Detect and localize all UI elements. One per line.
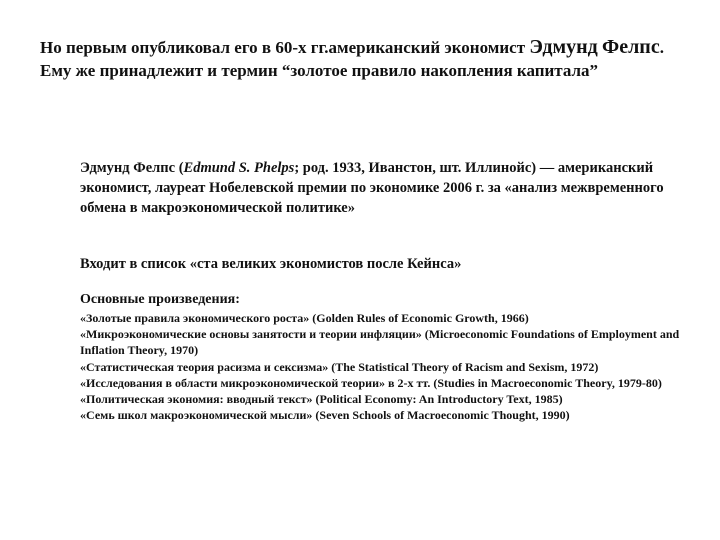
slide-heading bbox=[40, 36, 680, 82]
heading-text-part2: . Ему же принадлежит и термин “золотое правило накопления капитала” bbox=[40, 38, 664, 80]
biography-paragraph bbox=[80, 158, 680, 218]
heading-text-part1: Но первым опубликовал его в 60-х гг.американский экономист bbox=[40, 38, 530, 57]
list-item: «Политическая экономия: вводный текст» (Political Economy: An Introductory Text, 1985) bbox=[80, 392, 563, 407]
bio-name-english: Edmund S. Phelps bbox=[183, 160, 295, 176]
list-item: «Исследования в области микроэкономической теории» в 2-х тт. (Studies in Macroeconomic Theory, 1979-80) bbox=[80, 375, 662, 390]
economists-list-note: Входит в список «ста великих экономистов после Кейнса» bbox=[80, 256, 462, 272]
list-item: «Золотые правила экономического роста» (Golden Rules of Economic Growth, 1966) bbox=[80, 311, 529, 325]
heading-name-last: Фелпс bbox=[602, 36, 660, 58]
bio-after: ; род. 1933, Иванстон, шт. Иллинойс) — американский экономист, лауреат Нобелевской премии по экономике 2006 г. за «анализ межвременного обмена в макроэкономической политике» bbox=[80, 160, 664, 216]
list-item: «Микроэкономические основы занятости и теории инфляции» (Microeconomic Foundations of Employment and Inflation Theory, 1970) bbox=[80, 327, 680, 358]
works-list bbox=[80, 310, 716, 423]
bio-before: Эдмунд Фелпс ( bbox=[80, 160, 184, 176]
list-item: «Статистическая теория расизма и сексизма» (The Statistical Theory of Racism and Sexism, 1972) bbox=[80, 359, 599, 374]
works-title: Основные произведения: bbox=[80, 292, 240, 307]
list-item: «Семь школ макроэкономической мысли» (Seven Schools of Macroeconomic Thought, 1990) bbox=[80, 408, 570, 423]
heading-name-first: Эдмунд bbox=[529, 36, 598, 58]
